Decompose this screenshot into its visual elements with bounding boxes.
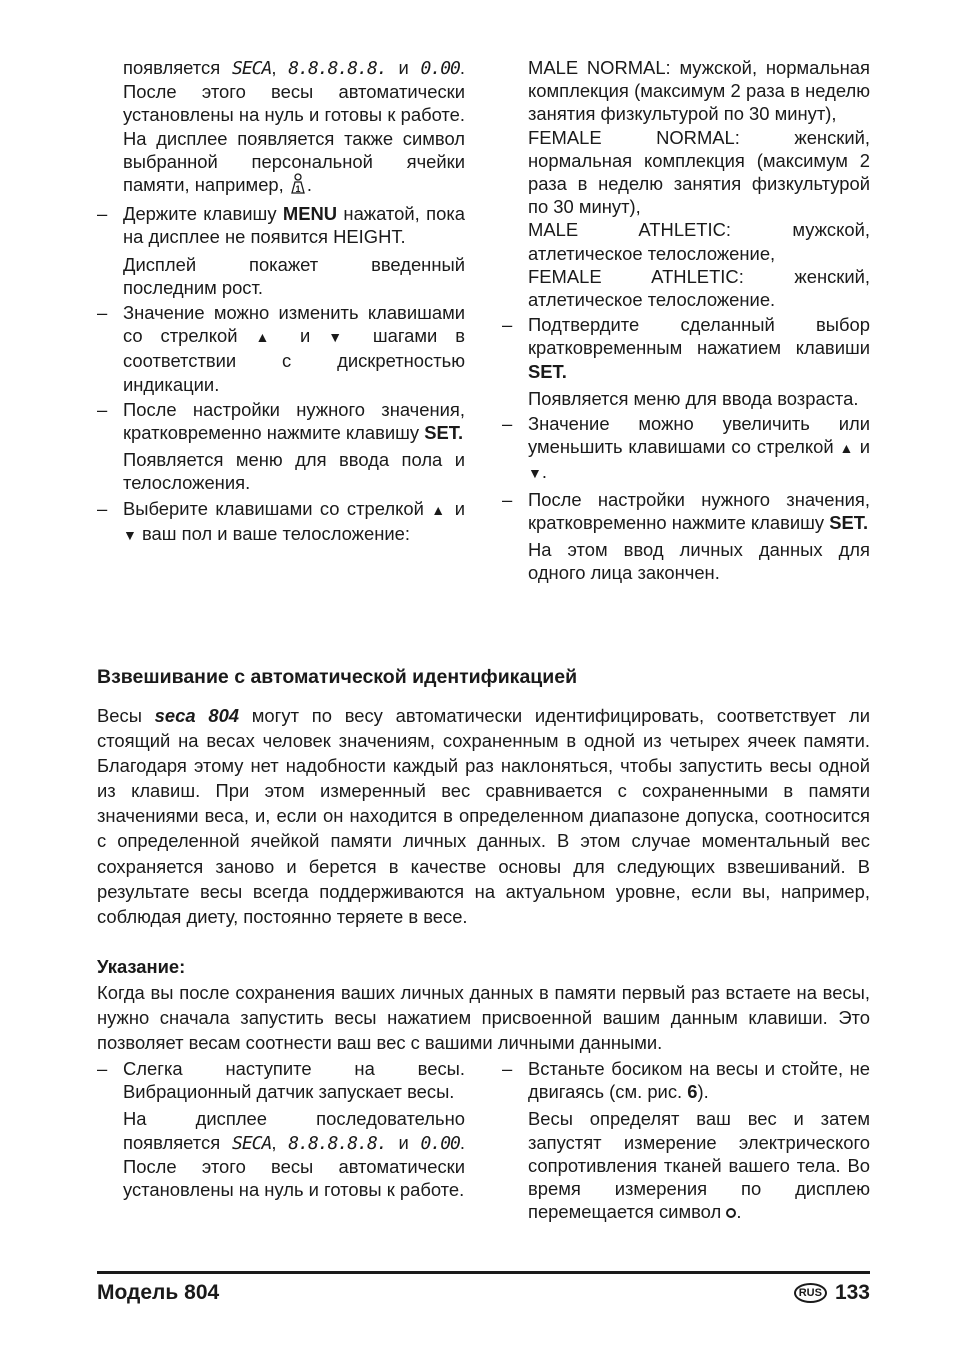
display-zero-text: 0.00: [420, 58, 460, 79]
paragraph: На этом ввод личных данных для одного лица закончен.: [528, 539, 870, 584]
text: ,: [271, 1131, 289, 1153]
bullet-dash: –: [97, 203, 108, 225]
text: нажатой, пока на дисплее не появится HEIGHT.: [123, 203, 465, 248]
bottom-right-column: [502, 1057, 870, 1223]
text: Весы определят ваш вес и затем запустят измерение электрического сопротивления тканей вашего тела. Во время измерения по дисплею перемещается символ: [528, 1108, 870, 1223]
list-item: [97, 398, 465, 444]
arrow-down-icon: ▼: [328, 329, 355, 346]
option-male-normal: MALE NORMAL: мужской, нормальная комплекция (максимум 2 раза в неделю занятия физкультурой по 30 минут),: [528, 57, 870, 125]
list-item: [502, 313, 870, 383]
list-item: [97, 301, 465, 396]
text: шагами в соответствии с дискретностью индикации.: [123, 325, 466, 395]
bullet-dash: –: [502, 1058, 513, 1079]
paragraph: Дисплей покажет введенный последним рост.: [123, 253, 465, 298]
option-female-normal: FEMALE NORMAL: женский, нормальная комплекция (максимум 2 раза в неделю занятия физкультурой по 30 минут),: [528, 126, 870, 218]
arrow-up-icon: ▲: [255, 329, 283, 346]
arrow-up-icon: ▲: [839, 440, 854, 457]
paragraph: [502, 1107, 870, 1223]
display-test-text: 8.8.8.8.8.: [288, 1132, 387, 1154]
list-item: [97, 202, 465, 248]
paragraph-display-startup: [97, 56, 465, 200]
text: Значение можно изменить клавишами со стрелкой: [123, 302, 465, 347]
language-badge: RUS: [794, 1283, 827, 1303]
text: ).: [697, 1081, 709, 1103]
text: и: [386, 1131, 421, 1153]
bullet-dash: –: [502, 314, 513, 336]
paragraph: Появляется меню для ввода пола и телосложения.: [123, 449, 465, 494]
text: . После этого весы автоматически установлены на нуль и готовы к работе.: [123, 1131, 465, 1201]
text: Держите клавишу: [123, 203, 283, 225]
set-key-label: SET.: [528, 360, 567, 382]
text: .: [541, 461, 547, 483]
text: .: [306, 174, 312, 196]
right-column: [502, 56, 870, 584]
arrow-down-icon: ▼: [528, 465, 542, 482]
text: ваш пол и ваше телосложение:: [136, 522, 410, 544]
text: .: [736, 1201, 742, 1223]
section-body: [97, 703, 870, 929]
text: На дисплее последовательно появляется: [123, 1108, 465, 1153]
list-item: [502, 412, 870, 486]
text: Встаньте босиком на весы и стойте, не двигаясь (см. рис.: [528, 1058, 870, 1103]
running-circle-icon: [726, 1208, 736, 1218]
set-key-label: SET.: [424, 422, 464, 444]
text: . После этого весы автоматически установлены на нуль и готовы к работе. На дисплее появляется также символ выбранной персональной ячейки памяти, например,: [123, 57, 465, 196]
list-item: [502, 1057, 870, 1103]
display-test-text: 8.8.8.8.8.: [288, 58, 387, 79]
left-column: [97, 56, 465, 547]
section-heading: Взвешивание с автоматической идентификацией: [97, 666, 578, 688]
display-zero-text: 0.00: [420, 1132, 460, 1154]
option-male-athletic: MALE ATHLETIC: мужской, атлетическое телосложение,: [528, 219, 870, 264]
paragraph-display-startup: [97, 1107, 465, 1201]
display-seca-text: SECA: [231, 1132, 272, 1154]
list-item: [97, 497, 465, 547]
text: ,: [271, 57, 289, 78]
display-seca-text: SECA: [231, 58, 272, 79]
text: Слегка наступите на весы. Вибрационный датчик запускает весы.: [123, 1058, 465, 1103]
text: могут по весу автоматически идентифицировать, соответствует ли стоящий на весах человек значениям, сохраненным в одной из четырех ячеек памяти. Благодаря этому нет надобности каждый раз наклоняться, чтобы запустить весы одной из клавиш. При этом измеренный вес сравнивается с сохраненными в памяти значениями веса, и, если он находится в определенном диапазоне допуска, соотносится с определенной ячейкой памяти личных данных. В этом случае моментальный вес сохраняется заново и берется в качестве основы для следующих взвешиваний. В результате весы всегда поддерживаются на актуальном уровне, если вы, например, соблюдая диету, постоянно теряете в весе.: [97, 705, 870, 927]
page-number: 133: [834, 1281, 870, 1304]
figure-ref: 6: [687, 1081, 698, 1103]
text: Весы: [97, 705, 155, 726]
text: После настройки нужного значения, кратковременно нажмите клавишу: [528, 488, 870, 533]
text: и: [282, 325, 329, 347]
text: Подтвердите сделанный выбор кратковременным нажатием клавиши: [528, 314, 870, 359]
bullet-dash: –: [97, 398, 108, 420]
footer-model: Модель 804: [97, 1281, 220, 1304]
text: Значение можно увеличить или уменьшить клавишами со стрелкой: [528, 413, 870, 458]
note-text: Когда вы после сохранения ваших личных данных в памяти первый раз встаете на весы, нужно сначала запустить весы нажатием присвоенной вашим данным клавиши. Это позволяет весам соотнести ваш вес с вашими личными данными.: [97, 982, 870, 1054]
brand-name: seca 804: [154, 705, 240, 726]
text: Выберите клавишами со стрелкой: [123, 497, 432, 519]
list-item: [97, 1057, 465, 1103]
note-label: Указание:: [97, 956, 186, 977]
arrow-down-icon: ▼: [123, 526, 137, 543]
person-memory-1-icon: [289, 173, 307, 200]
bullet-dash: –: [502, 413, 513, 435]
footer-rule: [97, 1271, 870, 1274]
list-item: [502, 488, 870, 534]
footer-page: [794, 1281, 870, 1305]
text: После настройки нужного значения, кратковременно нажмите клавишу: [123, 398, 465, 444]
arrow-up-icon: ▲: [431, 501, 448, 518]
text: и: [447, 497, 465, 519]
set-key-label: SET.: [829, 511, 869, 533]
option-female-athletic: FEMALE ATHLETIC: женский, атлетическое телосложение.: [528, 265, 870, 311]
text: появляется: [123, 57, 232, 78]
text: и: [853, 436, 870, 458]
bullet-dash: –: [97, 497, 108, 519]
text: и: [386, 57, 421, 78]
paragraph: Появляется меню для ввода возраста.: [528, 387, 859, 409]
svg-text:1: 1: [295, 184, 301, 195]
bottom-left-column: [97, 1057, 465, 1201]
menu-key-label: MENU: [282, 203, 338, 225]
bullet-dash: –: [97, 1058, 108, 1079]
bullet-dash: –: [97, 302, 108, 324]
bullet-dash: –: [502, 488, 513, 510]
